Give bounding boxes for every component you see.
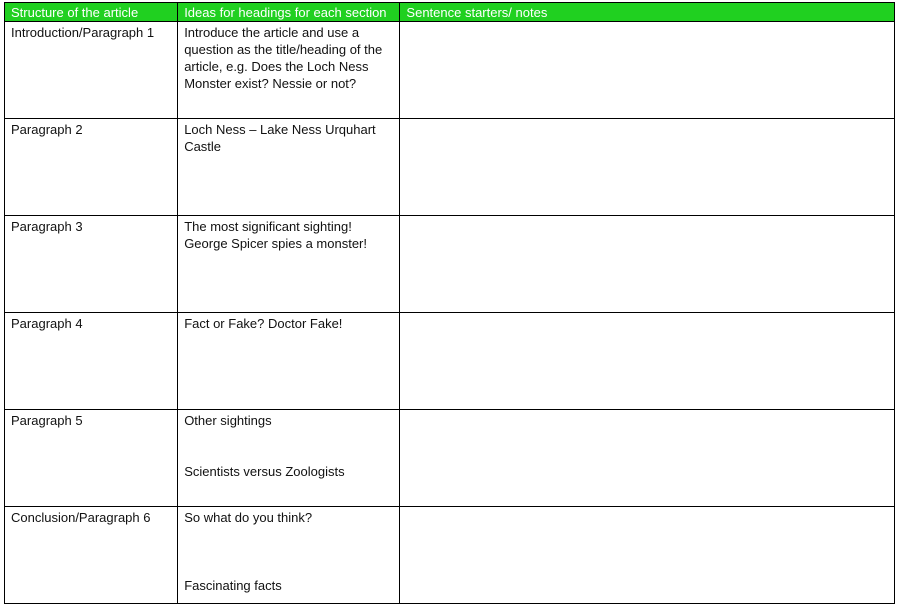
idea-text: Introduce the article and use a question as the title/heading of the article, e.g. Does the Loch Ness Monster exist? Nessie or not? [184,25,383,91]
idea-text: The most significant sighting! [184,219,352,234]
structure-cell: Paragraph 5 [5,410,178,507]
notes-cell[interactable] [400,119,895,216]
header-ideas: Ideas for headings for each section [178,3,400,22]
idea-text: So what do you think? [184,510,313,525]
structure-cell: Paragraph 4 [5,313,178,410]
structure-cell: Introduction/Paragraph 1 [5,22,178,119]
article-structure-table [4,2,895,604]
spacer [184,526,393,577]
notes-cell[interactable] [400,216,895,313]
ideas-cell [178,216,400,313]
notes-cell[interactable] [400,410,895,507]
table-row [5,313,895,410]
table-row [5,410,895,507]
idea-text: Fact or Fake? Doctor Fake! [184,316,343,331]
table-row [5,22,895,119]
ideas-cell [178,507,400,604]
notes-cell[interactable] [400,22,895,119]
ideas-cell [178,119,400,216]
idea-text: Loch Ness – Lake Ness Urquhart Castle [184,122,376,154]
table-header-row [5,3,895,22]
table-row [5,119,895,216]
structure-cell: Paragraph 3 [5,216,178,313]
notes-cell[interactable] [400,313,895,410]
idea-text: George Spicer spies a monster! [184,236,367,251]
idea-text: Fascinating facts [184,578,282,593]
table-row [5,216,895,313]
spacer [184,429,393,463]
idea-text: Other sightings [184,413,272,428]
header-notes: Sentence starters/ notes [400,3,895,22]
idea-text: Scientists versus Zoologists [184,464,345,479]
ideas-cell [178,410,400,507]
table-row [5,507,895,604]
structure-cell: Paragraph 2 [5,119,178,216]
ideas-cell [178,22,400,119]
structure-cell: Conclusion/Paragraph 6 [5,507,178,604]
ideas-cell [178,313,400,410]
header-structure: Structure of the article [5,3,178,22]
notes-cell[interactable] [400,507,895,604]
